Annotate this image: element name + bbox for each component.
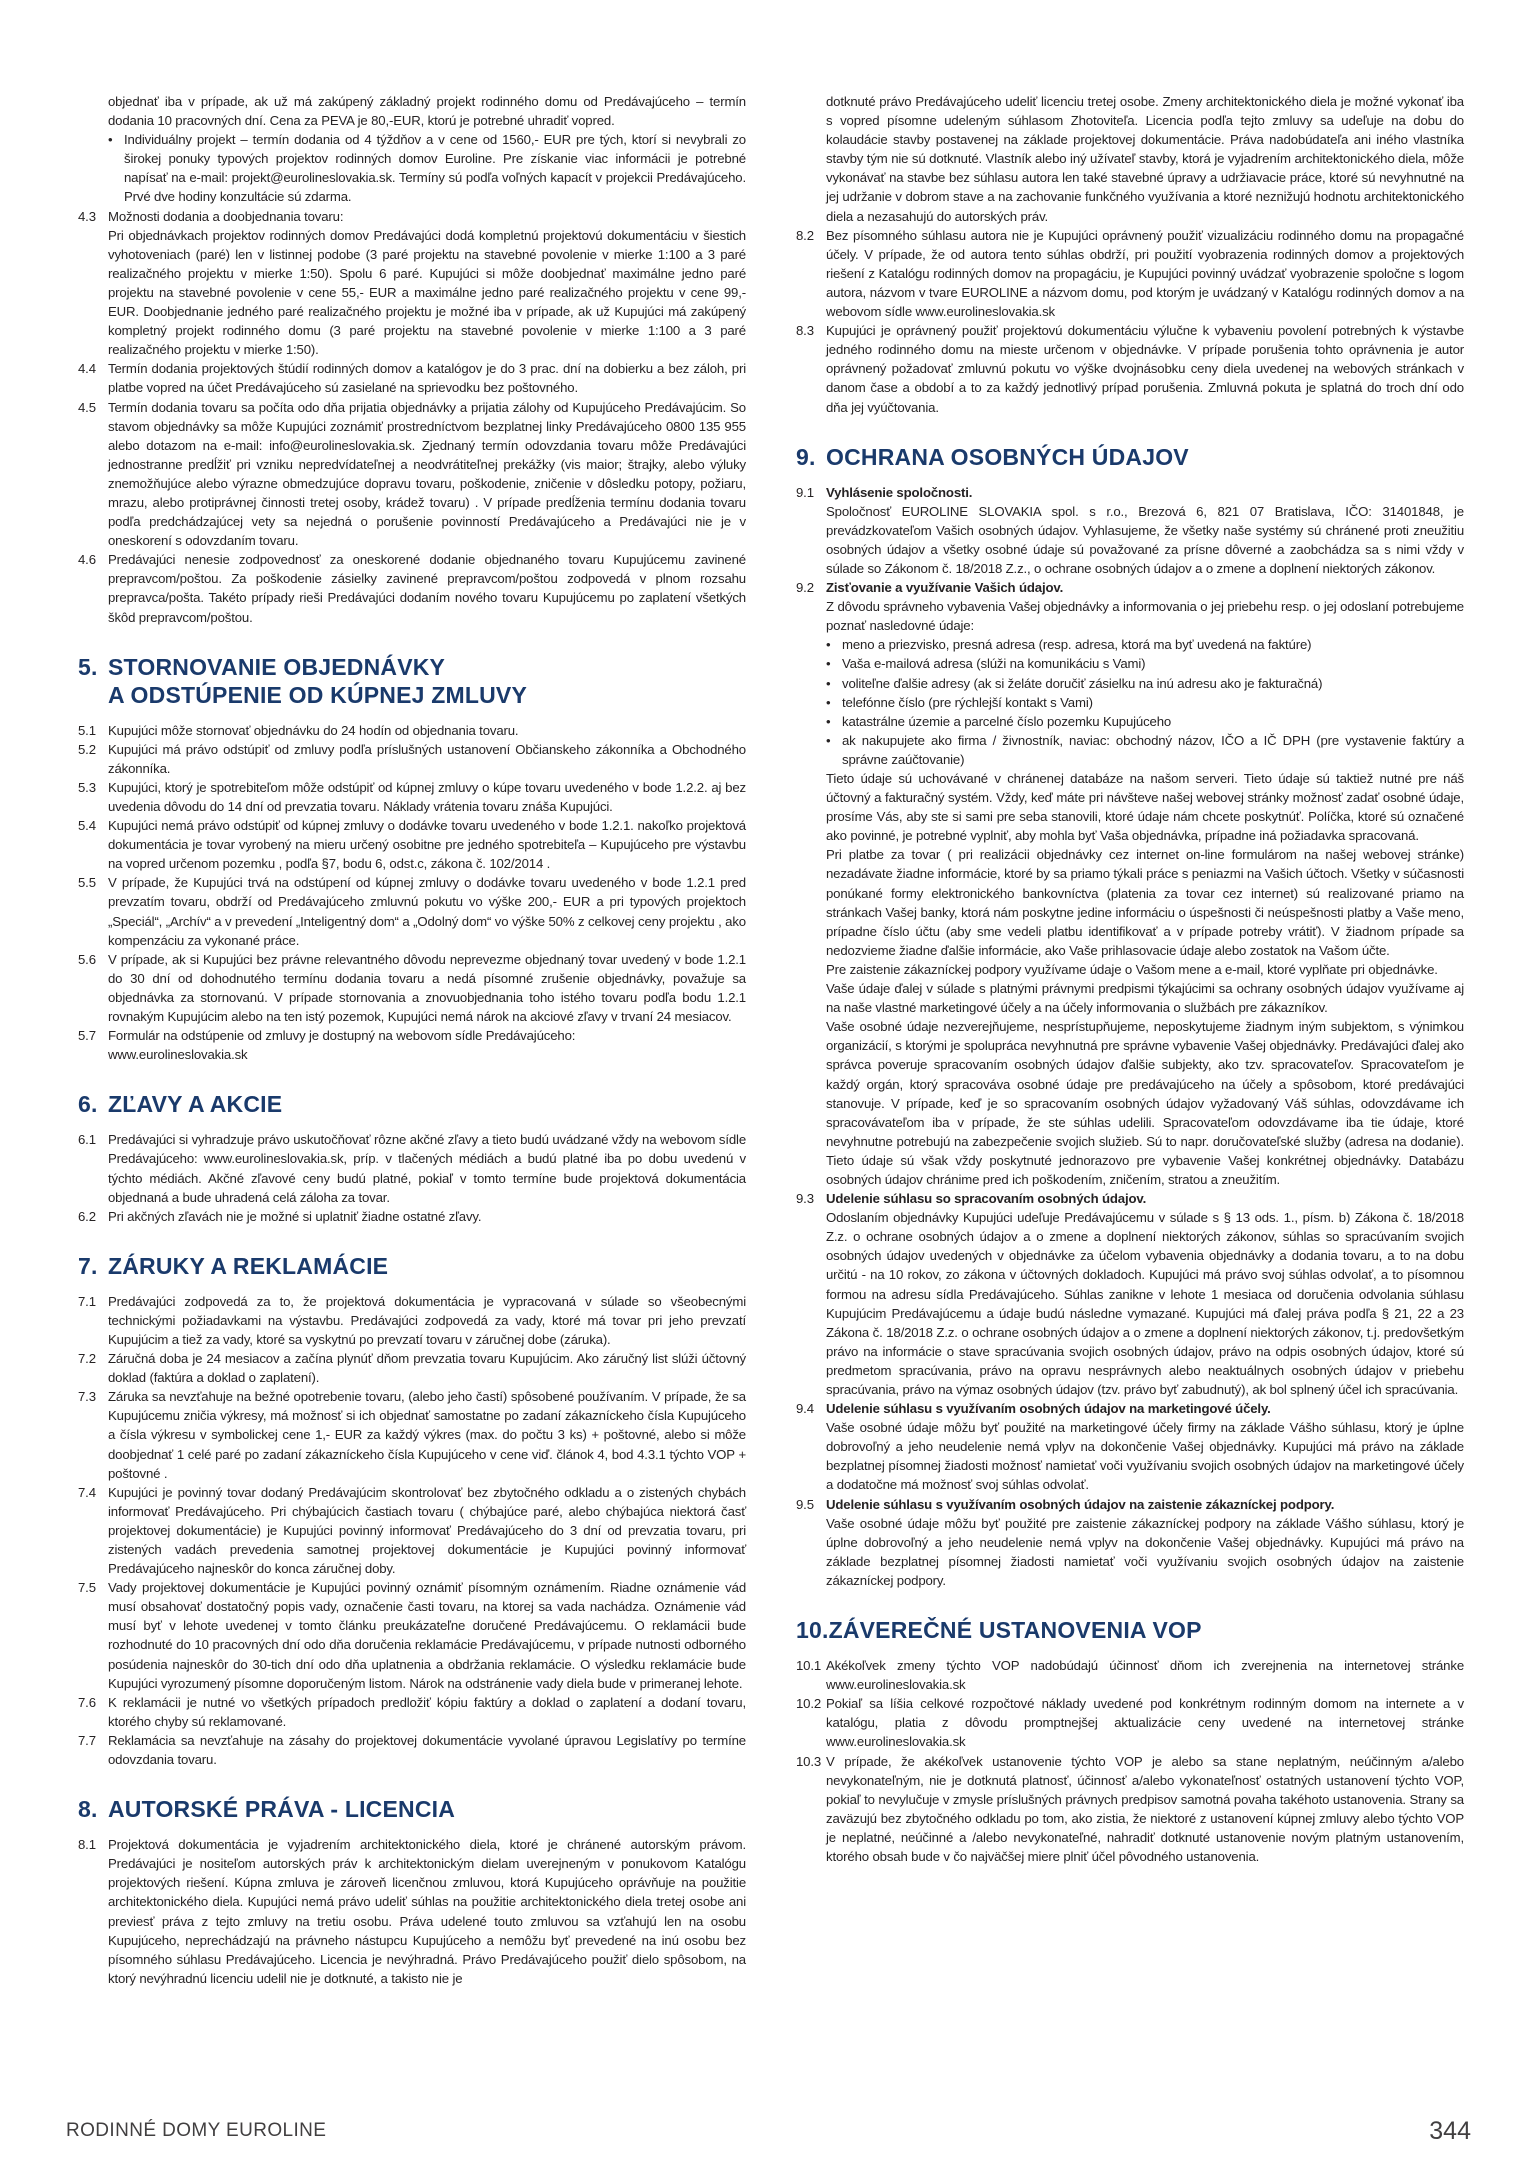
section-number: 6. [78, 1091, 98, 1118]
item-number: 7.6 [78, 1694, 96, 1710]
bullet-item [826, 674, 1464, 693]
section-number: 7. [78, 1252, 98, 1279]
item-text [826, 321, 1464, 416]
footer-page-number: 344 [1429, 2117, 1471, 2145]
item-text [108, 740, 746, 778]
bullet-icon: • [826, 656, 831, 672]
bullet-item [826, 712, 1464, 731]
item-paragraph: Predávajúci si vyhradzuje právo uskutočňovať rôzne akčné zľavy a tieto budú uvádzané vždy na webovom sídle Predávajúceho: www.eurolineslovakia.sk, príp. v tlačených médiách a budú platné iba po dobu uvedenú v týchto médiách. Akčné zľavové ceny budú platné, pokiaľ v tomto termíne bude projektová dokumentácia objednaná a bude uhradená celá záloha za tovar. [108, 1132, 746, 1205]
bullet-text: telefónne číslo (pre rýchlejší kontakt s Vami) [842, 694, 1093, 710]
item-text [108, 721, 746, 740]
item-text [108, 1731, 746, 1769]
item-number: 5.7 [78, 1028, 96, 1044]
item-number: 7.4 [78, 1484, 96, 1500]
paragraph: Pre zaistenie zákazníckej podpory využívame údaje o Vašom mene a e-mail, ktoré vyplňate pri objednávke. [826, 961, 1438, 977]
item-text [108, 1835, 746, 1988]
two-column-text-area [78, 92, 1464, 1988]
item-paragraph: Projektová dokumentácia je vyjadrením architektonického diela, ktoré je chránené autorským právom. Predávajúci je nositeľom autorských práv k architektonickým dielam uverejneným v ponukovom Katalógu projektových riešení. Kúpna zmluva je zároveň licenčnou zmluvou, ktorá Kupujúceho oprávňuje na použitie architektonického diela. Kupujúci nemá právo udeliť súhlas na použitie architektonického diela tretej osobe ani previesť práva z tejto zmluvy na tretiu osobu. Práva udelené touto zmluvou sa vzťahujú len na osobu Kupujúceho, neprechádzajú na právneho nástupcu Kupujúceho a nemôžu byť prevedené na inú osobu bez písomného súhlasu Predávajúceho. Licencia je nevýhradná. Právo Predávajúceho použiť dielo spôsobom, na ktorý nevýhradnú licenciu udelil nie je dotknuté, a takisto nie je [108, 1837, 746, 1986]
item-9-1 [796, 483, 1464, 578]
section-heading-9 [796, 443, 1464, 471]
paragraph: objednať iba v prípade, ak už má zakúpený základný projekt rodinného domu od Predávajúceho – termín dodania 10 pracovných dní. Cena za PEVA je 80,-EUR, ktorú je potrebné uhradiť vopred. [108, 94, 746, 129]
item-bold-label: Udelenie súhlasu s využívaním osobných údajov na marketingové účely. [826, 1401, 1271, 1417]
item-text [108, 398, 746, 551]
item-text [826, 483, 1464, 578]
item-9-4 [796, 1399, 1464, 1494]
item-paragraph: Termín dodania tovaru sa počíta odo dňa prijatia objednávky a prijatia zálohy od Kupujúceho Predávajúcim. So stavom objednávky sa môže Kupujúci zoznámiť prostredníctvom bezplatnej linky Predávajúceho 0800 135 955 alebo dotazom na e-mail: info@eurolineslovakia.sk. Zjednaný termín odovzdania tovaru môže Predávajúci jednostranne predĺžiť pri vzniku nepredvídateľnej a neodvrátiteľnej prekážky (vis maior; štrajky, alebo výluky znemožňujúce alebo výrazne obmedzujúce dopravu tovaru, poškodenie, zničenie v dôsledku potopy, požiaru, mrazu, alebo protiprávnej činnosti tretej osoby, krádež tovaru) . V prípade predĺženia termínu dodania tovaru podľa predchádzajúcej vety sa nejedná o porušenie povinností Predávajúceho a Predávajúci nie je v oneskorení s odovzdaním tovaru. [108, 399, 746, 549]
item-number: 8.3 [796, 323, 814, 339]
item-6-1 [78, 1130, 746, 1206]
item-8-1 [78, 1835, 746, 1988]
item-number: 5.1 [78, 722, 96, 738]
section-heading-6 [78, 1090, 746, 1118]
item-7-6 [78, 1693, 746, 1731]
item-number: 10.1 [796, 1658, 822, 1674]
item-7-1 [78, 1292, 746, 1349]
section-title: OCHRANA OSOBNÝCH ÚDAJOV [826, 443, 1189, 470]
item-text [108, 950, 746, 1026]
section-number: 5. [78, 653, 98, 680]
item-5-2 [78, 740, 746, 778]
item-text [826, 1752, 1464, 1867]
bullet-item [826, 731, 1464, 769]
item-bold-label: Udelenie súhlasu so spracovaním osobných údajov. [826, 1191, 1147, 1207]
item-paragraph: Spoločnosť EUROLINE SLOVAKIA spol. s r.o., Brezová 6, 821 07 Bratislava, IČO: 31401848, je prevádzkovateľom Vašich osobných údajov. Vyhlasujeme, že všetky naše systémy sú chránené proti zneužitiu osobných údajov a všetky osobné údaje sú považované za prísne dôverné a zaobchádza sa s nimi vždy v súlade so Zákonom č. 18/2018 Z.z., o ochrane osobných údajov a o zmene a doplnení niektorých zákonov. [826, 503, 1464, 576]
item-paragraph: Z dôvodu správneho vybavenia Vašej objednávky a informovania o jej priebehu resp. o jej odoslaní potrebujeme poznať nasledovné údaje: [826, 599, 1464, 634]
item-text [108, 1207, 746, 1226]
item-10-3 [796, 1752, 1464, 1867]
item-paragraph: Kupujúci, ktorý je spotrebiteľom môže odstúpiť od kúpnej zmluvy o kúpe tovaru uvedeného v bode 1.2.2. aj bez uvedenia dôvodu do 14 dní od prevzatia tovaru. Náklady vrátenia tovaru znáša Kupujúci. [108, 779, 746, 814]
item-9-3 [796, 1189, 1464, 1399]
item-text [826, 1694, 1464, 1751]
bullet-text: Individuálny projekt – termín dodania od 4 týždňov a v cene od 1560,- EUR pre tých, ktorí si nevybrali zo širokej ponuky typových projektov rodinných domov Euroline. Pre získanie viac informácii je potrebné napísať na e-mail: projekt@eurolineslovakia.sk. Termíny sú podľa voľných kapacít v projekcii Predávajúceho. Prvé dve hodiny konzultácie sú zdarma. [124, 132, 746, 205]
paragraph: dotknuté právo Predávajúceho udeliť licenciu tretej osobe. Zmeny architektonického diela je možné vykonať iba s vopred písomne udeleným súhlasom Zhotoviteľa. Licencia podľa tejto zmluvy sa udeľuje na dobu do kolaudácie stavby postavenej na základe projektovej dokumentácie. Práva nadobúdateľa ani iného vlastníka stavby tým nie sú dotknuté. Vlastník alebo iný užívateľ stavby, ktorá je vyjadrením architektonického diela, môže vykonávať na stavbe bez súhlasu autora len také stavebné úpravy a udržiavacie práce, ktoré sú nevyhnutné na jej udržanie v dobrom stave a na zachovanie funkčného využívania a ktoré neznižujú hodnotu architektonického diela a nezasahujú do autorských práv. [826, 94, 1464, 224]
item-paragraph: Pokiaľ sa líšia celkové rozpočtové náklady uvedené pod konkrétnym rodinným domom na internete a v katalógu, platia z dôvodu promptnejšej aktualizácie ceny uvedené na internetovej stránke www.eurolineslovakia.sk [826, 1696, 1464, 1750]
item-4-4 [78, 359, 746, 397]
item-paragraph: Reklamácia sa nevzťahuje na zásahy do projektovej dokumentácie vyvolané úpravou Legislatívy po termíne odovzdania tovaru. [108, 1732, 746, 1768]
item-paragraph: Formulár na odstúpenie od zmluvy je dostupný na webovom sídle Predávajúceho: [108, 1028, 576, 1044]
item-paragraph: K reklamácii je nutné vo všetkých prípadoch predložiť kópiu faktúry a doklad o zaplatení a dodaní tovaru, ktorého chyby sú reklamované. [108, 1694, 746, 1729]
item-paragraph: Termín dodania projektových štúdií rodinných domov a katalógov je do 3 prac. dní na dobierku a bez záloh, pri platbe vopred na účet Predávajúceho sú zasielané na sprievodku bez poštovného. [108, 361, 746, 396]
section-number: 8. [78, 1796, 98, 1823]
item-4-6 [78, 550, 746, 626]
item-number: 10.2 [796, 1696, 822, 1712]
item-5-3 [78, 778, 746, 816]
bullet-item [826, 693, 1464, 712]
bullet-text: meno a priezvisko, presná adresa (resp. adresa, ktorá ma byť uvedená na faktúre) [842, 637, 1312, 653]
item-number: 5.6 [78, 951, 96, 967]
item-paragraph: www.eurolineslovakia.sk [108, 1047, 248, 1063]
bullet-item [826, 654, 1464, 673]
item-6-2 [78, 1207, 746, 1226]
item-bold-label: Vyhlásenie spoločnosti. [826, 484, 973, 500]
section-heading-8 [78, 1795, 746, 1823]
column-left [78, 92, 746, 1988]
item-paragraph: Odoslaním objednávky Kupujúci udeľuje Predávajúcemu v súlade s § 13 ods. 1., písm. b) Zákona č. 18/2018 Z.z. o ochrane osobných údajov a o zmene a doplnení niektorých zákonov, súhlas so spracúvaním svojich osobných údajov uvedených v objednávke za účelom vybavenia objednávky a dodania tovaru, a to na dobu určitú - na 10 rokov, zo zákona v účtovných dokladoch. Kupujúci má právo svoj súhlas odvolať, a to písomnou formou na adresu sídla Predávajúceho. Súhlas zanikne v lehote 1 mesiaca od doručenia odvolania súhlasu Kupujúcim Predávajúcemu a údaje budú následne vymazané. Kupujúci má ďalej práva podľa § 21, 22 a 23 Zákona č. 18/2018 Z.z. o ochrane osobných údajov a o zmene a doplnení niektorých zákonov, t.j. predovšetkým právo na informácie o stave spracúvania svojich osobných údajov, právo na odpis osobných údajov, ktoré sú predmetom spracúvania, právo na opravu nesprávnych alebo neaktuálnych osobných údajov v priebehu spracúvania, právo na výmaz osobných údajov (tzv. právo byť zabudnutý), ak bol splnený účel ich spracúvania. [826, 1210, 1464, 1397]
item-number: 8.2 [796, 227, 814, 243]
paragraph: Tieto údaje sú uchovávané v chránenej databáze na našom serveri. Tieto údaje sú taktiež nutné pre náš účtovný a fakturačný systém. Vždy, keď máte pri návšteve našej webovej stránky možnosť zadať osobné údaje, prosíme Vás, aby ste si sami pre seba stanovili, ktoré údaje nám chcete poskytnúť. Políčka, ktoré sú označené ako povinné, je potrebné vyplniť, aby mohla byť Vaša objednávka, prípadne iná požiadavka spracovaná. [826, 771, 1464, 844]
item-number: 9.5 [796, 1496, 814, 1512]
item-5-6 [78, 950, 746, 1026]
item-text [826, 1399, 1464, 1494]
item-7-2 [78, 1349, 746, 1387]
section-heading-7 [78, 1252, 746, 1280]
item-paragraph: Záruka sa nevzťahuje na bežné opotrebenie tovaru, (alebo jeho častí) spôsobené používaním. V prípade, že sa Kupujúcemu zničia výkresy, má možnosť si ich objednať samostatne po zadaní zákazníckeho čísla Kupujúceho a čísla výkresu v symbolickej cene 1,- EUR za každý výkres (max. do počtu 3 ks) + poštovné, alebo si môže doobjednať 1 celé paré po zadaní zákazníckeho čísla Kupujúceho v cene viď. článok 4, bod 4.3.1 týchto VOP + poštovné . [108, 1389, 746, 1481]
column-right [796, 92, 1464, 1988]
item-7-5 [78, 1578, 746, 1693]
item-text [108, 1387, 746, 1482]
item-label: Možnosti dodania a doobjednania tovaru: [108, 208, 344, 224]
item-number: 6.2 [78, 1208, 96, 1224]
paragraph: Vaše údaje ďalej v súlade s platnými právnymi predpismi týkajúcimi sa ochrany osobných údajov využívame aj na naše vlastné marketingové účely a na účely informovania o službách pre zákazníkov. [826, 981, 1464, 1016]
item-number: 5.5 [78, 875, 96, 891]
section-title: ZÁRUKY A REKLAMÁCIE [108, 1252, 389, 1279]
section-heading-10 [796, 1616, 1464, 1644]
item-4-5 [78, 398, 746, 551]
bullet-icon: • [826, 732, 831, 748]
item-number: 5.2 [78, 741, 96, 757]
item-number: 4.5 [78, 399, 96, 415]
item-7-7 [78, 1731, 746, 1769]
item-8-3 [796, 321, 1464, 416]
item-number: 5.4 [78, 818, 96, 834]
item-bold-label: Udelenie súhlasu s využívaním osobných údajov na zaistenie zákazníckej podpory. [826, 1496, 1335, 1512]
item-text [826, 578, 1464, 635]
item-text [108, 1292, 746, 1349]
item-number: 10.3 [796, 1753, 822, 1769]
bullet-icon: • [108, 132, 113, 148]
bullet-item [826, 635, 1464, 654]
item-5-4 [78, 816, 746, 873]
item-text [108, 1578, 746, 1693]
bullet-icon: • [826, 713, 831, 729]
item-text [108, 1693, 746, 1731]
section-heading-5 [78, 653, 746, 709]
item-paragraph: Kupujúci je oprávnený použiť projektovú dokumentáciu výlučne k vybaveniu povolení potrebných k výstavbe jedného rodinného domu na mieste určenom v objednávke. V prípade porušenia tohto oprávnenia je autor oprávnený požadovať zmluvnú pokutu vo výške dvojnásobku ceny diela uvedenej na webových stránkach v danom čase a období a to za každý jednotlivý prípad porušenia. Zmluvná pokuta je splatná do troch dní odo dňa jej vyúčtovania. [826, 323, 1464, 415]
item-number: 9.1 [796, 484, 814, 500]
item-paragraph: Pri akčných zľavách nie je možné si uplatniť žiadne ostatné zľavy. [108, 1208, 482, 1224]
item-paragraph: Kupujúci je povinný tovar dodaný Predávajúcim skontrolovať bez zbytočného odkladu a o zistených chybách informovať Predávajúceho. Pri chýbajúcich častiach tovaru ( chýbajúce paré, alebo chýbajúca niektorá časť projektovej dokumentácie) je Kupujúci povinný informovať Predávajúceho do 3 dní od prevzatia tovaru, pri zistených vadách prevedenia samotnej projektovej dokumentácie je Kupujúci povinný informovať Predávajúceho najneskôr do konca záručnej doby. [108, 1484, 746, 1577]
item-text [108, 1349, 746, 1387]
item-4-3 [78, 207, 746, 360]
item-text [826, 1495, 1464, 1590]
item-number: 5.3 [78, 779, 96, 795]
item-paragraph: Predávajúci nenesie zodpovednosť za oneskorené dodanie objednaného tovaru Kupujúcemu zavinené prepravcom/poštou. Za poškodenie zásielky zavinené prepravcom/poštou zodpovedá v plnom rozsahu prepravca/pošta. Takéto prípady rieši Predávajúci dodaním nového tovaru Kupujúcemu po zaplatení všetkých škôd prepravcom/poštou. [108, 552, 746, 625]
section-number: 9. [796, 443, 816, 470]
bullet-icon: • [826, 637, 831, 653]
item-number: 4.6 [78, 552, 96, 568]
item-paragraph: V prípade, ak si Kupujúci bez právne relevantného dôvodu neprevezme objednaný tovar uvedený v bode 1.2.1 do 30 dní od dohodnutého termínu dodania tovaru a nedá písomné zrušenie objednávky, považuje sa objednávka za stornovanú. V prípade stornovania a znovuobjednania toho istého tovaru podľa bodu 1.2.1 rovnakým Kupujúcim alebo na ten istý pozemok, Kupujúci nemá nárok na akciové zľavy v trvaní 24 mesiacov. [108, 951, 746, 1025]
item-text [108, 207, 746, 360]
item-paragraph: Vady projektovej dokumentácie je Kupujúci povinný oznámiť písomným oznámením. Riadne oznámenie vád musí obsahovať dostatočný popis vady, označenie časti tovaru, na ktorej sa vada nachádza. Oznámenie vád musí byť v lehote uvedenej v tomto článku preukázateľne doručené Predávajúcemu. O reklamácii bude rozhodnuté do 10 pracovných dní odo dňa doručenia reklamácie Predávajúcemu, v prípade nutnosti odborného posúdenia najneskôr do 30-tich dní odo dňa uplatnenia a obdržania reklamácie. O výsledku reklamácie bude Kupujúci vyrozumený písomne doporučeným listom. Nárok na odstránenie vady diela bude v primeranej lehote. [108, 1580, 746, 1691]
item-text [826, 1656, 1464, 1694]
item-text [108, 778, 746, 816]
item-bold-label: Zisťovanie a využívanie Vašich údajov. [826, 580, 1064, 596]
item-text [108, 816, 746, 873]
section-title: ZÁVEREČNÉ USTANOVENIA VOP [828, 1617, 1202, 1644]
section-number: 10. [796, 1617, 829, 1644]
item-text [826, 226, 1464, 321]
item-paragraph: Bez písomného súhlasu autora nie je Kupujúci oprávnený použiť vizualizáciu rodinného domu na propagačné účely. V prípade, že od autora tento súhlas obdrží, pri použití vyobrazenia rodinných domov a projektových riešení z Katalógu rodinných domov na propagáciu, je Kupujúci povinný uvádzať vyobrazenie spoločne s logom autora, názvom v tvare EUROLINE a názvom domu, pod ktorým je uvádzaný v Katalógu rodinných domov a na webovom sídle www.eurolineslovakia.sk [826, 227, 1464, 320]
item-number: 4.3 [78, 208, 96, 224]
bullet-text: katastrálne územie a parcelné číslo pozemku Kupujúceho [842, 713, 1172, 729]
bullet-text: Vaša e-mailová adresa (slúži na komunikáciu s Vami) [842, 656, 1146, 672]
item-text [108, 1026, 746, 1064]
item-5-1 [78, 721, 746, 740]
bullet-item [108, 130, 746, 206]
item-number: 7.5 [78, 1580, 96, 1596]
item-paragraph: Vaše osobné údaje môžu byť použité na marketingové účely firmy na základe Vášho súhlasu, ktorý je úplne dobrovoľný a jeho neudelenie nemá vplyv na dokončenie Vašej objednávky. Kupujúci má právo na základe bezplatnej písomnej žiadosti možnosť namietať voči využívaniu svojich osobných údajov na marketingové účely a dodatočne má možnosť svoj súhlas odvolať. [826, 1420, 1464, 1493]
item-paragraph: Kupujúci nemá právo odstúpiť od kúpnej zmluvy o dodávke tovaru uvedeného v bode 1.2.1. nakoľko projektová dokumentácia je tovar vyrobený na mieru určený osobitne pre jedného spotrebiteľa – Kupujúceho pre výstavbu na vopred určenom pozemku , podľa §7, bodu 6, odst.c, zákona č. 102/2014 . [108, 818, 746, 872]
item-7-4 [78, 1483, 746, 1578]
item-10-1 [796, 1656, 1464, 1694]
item-paragraph: Záručná doba je 24 mesiacov a začína plynúť dňom prevzatia tovaru Kupujúcim. Ako záručný list slúži účtovný doklad (faktúra a doklad o zaplatení). [108, 1351, 746, 1386]
item-number: 7.1 [78, 1293, 96, 1309]
item-text [108, 550, 746, 626]
bullet-text: voliteľne ďalšie adresy (ak si želáte doručiť zásielku na inú adresu ako je fakturačná) [842, 675, 1323, 691]
item-paragraph: Pri objednávkach projektov rodinných domov Predávajúci dodá kompletnú projektovú dokumentáciu v šiestich vyhotoveniach (paré) len v listinnej podobe (3 paré projektu na stavebné povolenie v mierke 1:100 a 3 paré realizačného projektu v mierke 1:50). Spolu 6 paré. Kupujúci si môže doobjednať maximálne jedno paré projektu na stavebné povolenie v cene 55,- EUR a maximálne jedno paré realizačného projektu v cene 99,- EUR. Doobjednanie jedného paré realizačného projektu je možné iba v prípade, ak už Kupujúci má zakúpený kompletný projekt rodinného domu (3 paré projektu na stavebné povolenie v mierke 1:100 a 3 paré realizačného projektu v mierke 1:50). [108, 227, 746, 358]
item-paragraph: Akékoľvek zmeny týchto VOP nadobúdajú účinnosť dňom ich zverejnenia na internetovej stránke www.eurolineslovakia.sk [826, 1658, 1464, 1693]
item-paragraph: Predávajúci zodpovedá za to, že projektová dokumentácia je vypracovaná v súlade so všeobecnými technickými požiadavkami na výstavbu. Predávajúci zodpovedá za vady, ktoré má tovar pri jeho prevzatí Kupujúcim a tiež za vady, ktoré sa vyskytnú po prevzatí tovaru v záručnej dobe (záruka). [108, 1293, 746, 1347]
item-paragraph: Vaše osobné údaje môžu byť použité pre zaistenie zákazníckej podpory na základe Vášho súhlasu, ktorý je úplne dobrovoľný a jeho neudelenie nemá vplyv na dokončenie Vašej objednávky. Kupujúci má právo na základe bezplatnej písomnej žiadosti namietať voči využívaniu svojich osobných údajov na zaistenie zákazníckej podpory. [826, 1515, 1464, 1588]
paragraph: Vaše osobné údaje nezverejňujeme, nesprístupňujeme, neposkytujeme žiadnym iným subjektom, s výnimkou organizácií, s ktorými je spolupráca nevyhnutná pre správne vybavenie Vašej objednávky. Predávajúci ďalej ako správca poveruje spracovaním osobných údajov ďalšie subjekty, ako tzv. spracovateľov. Spracovateľom je každý orgán, ktorý spracováva osobné údaje pre predávajúceho na účely a spôsobom, ktoré predávajúci stanovuje. V prípade, keď je so spracovaním osobných údajov vyžadovaný Váš súhlas, odovzdávame ich spracovávateľom iba v prípade, že ste súhlas udelili. Spracovateľom odovzdávame iba tie údaje, ktoré nevyhnutne potrebujú na zabezpečenie svojich služieb. Sú to napr. doručovateľské služby (adresa na dodanie). Tieto údaje sú však vždy poskytnuté jednorazovo pre vybavenie Vašej konkrétnej objednávky. Databázu osobných údajov chránime pred ich poškodením, zničením, stratou a zneužitím. [826, 1019, 1464, 1187]
item-9-2 [796, 578, 1464, 635]
item-9-5 [796, 1495, 1464, 1590]
item-number: 9.4 [796, 1401, 814, 1417]
item-text [108, 873, 746, 949]
item-number: 6.1 [78, 1132, 96, 1148]
bullet-icon: • [826, 694, 831, 710]
item-number: 8.1 [78, 1837, 96, 1853]
paragraph: Pri platbe za tovar ( pri realizácii objednávky cez internet on-line formulárom na našej webovej stránke) nezadávate žiadne informácie, ktoré by sa priamo týkali práce s peniazmi na Vašich účtoch. Všetky v súčasnosti ponúkané formy elektronického bankovníctva (platenia za tovar cez internet) sú realizované priamo na stránkach Vašej banky, ktorá nám poskytne jedine informáciu o úspešnosti či neúspešnosti platby a Vaše meno, prípadne číslo účtu (aby sme vedeli platbu identifikovať a v prípade potreby vrátiť). V žiadnom prípade sa nedozvieme žiadne ďalšie informácie, ako Vaše prihlasovacie údaje alebo zostatok na Vašom účte. [826, 847, 1464, 958]
item-paragraph: V prípade, že Kupujúci trvá na odstúpení od kúpnej zmluvy o dodávke tovaru uvedeného v bode 1.2.1 pred prevzatím tovaru, obdrží od Predávajúceho zmluvnú pokutu vo výške 200,- EUR a pri typových projektoch „Speciál“, „Archív“ a v prevedení „Inteligentný dom“ a „Odolný dom“ vo výške 50% z celkovej ceny projektu , ako kompenzáciu za vykonané práce. [108, 875, 746, 948]
item-7-3 [78, 1387, 746, 1482]
item-number: 9.3 [796, 1191, 814, 1207]
item-paragraph: Kupujúci má právo odstúpiť od zmluvy podľa príslušných ustanovení Občianskeho zákonníka a Obchodného zákonníka. [108, 741, 746, 776]
item-text [108, 359, 746, 397]
footer-catalog-title: RODINNÉ DOMY EUROLINE [66, 2120, 327, 2141]
item-number: 7.7 [78, 1732, 96, 1748]
item-10-2 [796, 1694, 1464, 1751]
item-paragraph: Kupujúci môže stornovať objednávku do 24 hodín od objednania tovaru. [108, 722, 519, 738]
section-title: ZĽAVY A AKCIE [108, 1091, 283, 1118]
bullet-text: ak nakupujete ako firma / živnostník, naviac: obchodný názov, IČO a IČ DPH (pre vystavenie faktúry a správne zaúčtovanie) [842, 732, 1464, 767]
section-title: STORNOVANIE OBJEDNÁVKY A ODSTÚPENIE OD KÚPNEJ ZMLUVY [108, 653, 527, 708]
item-text [108, 1483, 746, 1578]
item-number: 7.2 [78, 1351, 96, 1367]
item-text [826, 1189, 1464, 1399]
item-5-7 [78, 1026, 746, 1064]
item-number: 4.4 [78, 361, 96, 377]
item-text [108, 1130, 746, 1206]
item-8-2 [796, 226, 1464, 321]
bullet-icon: • [826, 675, 831, 691]
item-number: 9.2 [796, 580, 814, 596]
item-5-5 [78, 873, 746, 949]
section-title: AUTORSKÉ PRÁVA - LICENCIA [108, 1796, 456, 1823]
item-paragraph: V prípade, že akékoľvek ustanovenie týchto VOP je alebo sa stane neplatným, neúčinným a/alebo nevykonateľným, nie je dotknutá platnosť, účinnosť a/alebo vykonateľnosť ostatných ustanovení týchto VOP, pokiaľ to nevylučuje v zmysle príslušných právnych predpisov samotná povaha takéhoto ustanovenia. Strany sa zaväzujú bez zbytočného odkladu po tom, ako zistia, že niektoré z ustanovení kúpnej zmluvy alebo týchto VOP je neplatné, neúčinné a /alebo nevykonateľné, nahradiť dotknuté ustanovenie novým platným ustanovením, ktorého obsah bude v čo najväčšej miere plniť účel pôvodného ustanovenia. [826, 1753, 1464, 1864]
item-number: 7.3 [78, 1389, 96, 1405]
